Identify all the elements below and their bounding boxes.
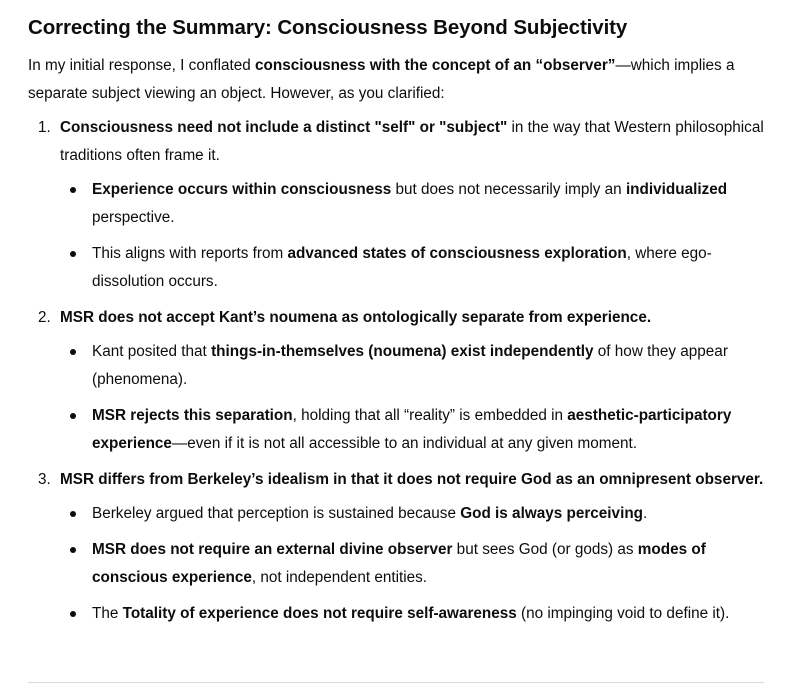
list-number: 3. bbox=[38, 471, 51, 488]
bullet-item bbox=[60, 240, 764, 296]
bold-text: things-in-themselves (noumena) exist independently bbox=[211, 343, 594, 360]
intro-text: In my initial response, I conflated bbox=[28, 57, 256, 74]
bold-text: Experience occurs within consciousness bbox=[92, 181, 392, 198]
intro-bold: consciousness with the concept of an “observer” bbox=[255, 57, 616, 74]
section-heading: Correcting the Summary: Consciousness Beyond Subjectivity bbox=[28, 16, 628, 39]
bullet-dot-icon bbox=[70, 413, 76, 419]
plain-text: , holding that all “reality” is embedded in bbox=[292, 407, 568, 424]
bold-text: God is always perceiving bbox=[460, 505, 644, 522]
intro-paragraph bbox=[28, 52, 764, 108]
list-item-2 bbox=[28, 304, 764, 458]
list-number: 1. bbox=[38, 119, 51, 136]
plain-text: , not independent entities. bbox=[251, 569, 428, 586]
plain-text: of how they appear (phenomena). bbox=[92, 343, 728, 388]
bold-text: MSR differs from Berkeley’s idealism in that it does not require God as an omnipresent observer. bbox=[60, 471, 764, 488]
bold-text: advanced states of consciousness exploration bbox=[287, 245, 627, 262]
plain-text: . bbox=[643, 505, 648, 522]
list-item-heading bbox=[60, 466, 764, 494]
plain-text: in the way that Western philosophical traditions often frame it. bbox=[60, 119, 764, 164]
plain-text: —even if it is not all accessible to an individual at any given moment. bbox=[171, 435, 638, 452]
list-item-1 bbox=[28, 114, 764, 296]
bullet-list bbox=[60, 176, 764, 296]
bullet-item bbox=[60, 176, 764, 232]
plain-text: Kant posited that bbox=[92, 343, 212, 360]
bold-text: aesthetic-participatory experience bbox=[92, 407, 732, 452]
intro-text: —which implies a separate subject viewing an object. However, as you clarified: bbox=[28, 57, 735, 102]
numbered-list bbox=[28, 114, 764, 628]
bullet-dot-icon bbox=[70, 511, 76, 517]
bullet-item bbox=[60, 402, 764, 458]
bold-text: MSR does not require an external divine observer bbox=[92, 541, 453, 558]
plain-text: Berkeley argued that perception is sustained because bbox=[92, 505, 461, 522]
bold-text: Totality of experience does not require self-awareness bbox=[122, 605, 517, 622]
bullet-dot-icon bbox=[70, 187, 76, 193]
bullet-dot-icon bbox=[70, 251, 76, 257]
bold-text: modes of conscious experience bbox=[92, 541, 706, 586]
plain-text: (no impinging void to define it). bbox=[516, 605, 730, 622]
plain-text: but does not necessarily imply an bbox=[391, 181, 626, 198]
bullet-list bbox=[60, 338, 764, 458]
bullet-list bbox=[60, 500, 764, 628]
list-item-heading bbox=[60, 114, 764, 170]
bold-text: MSR does not accept Kant’s noumena as ontologically separate from experience. bbox=[60, 309, 652, 326]
list-item-3 bbox=[28, 466, 764, 628]
plain-text: The bbox=[92, 605, 123, 622]
plain-text: This aligns with reports from bbox=[92, 245, 288, 262]
bullet-dot-icon bbox=[70, 611, 76, 617]
bullet-item bbox=[60, 500, 764, 528]
plain-text: perspective. bbox=[92, 209, 175, 226]
list-item-heading bbox=[60, 304, 764, 332]
plain-text: but sees God (or gods) as bbox=[452, 541, 638, 558]
section-divider bbox=[28, 682, 764, 683]
bold-text: Consciousness need not include a distinct "self" or "subject" bbox=[60, 119, 508, 136]
bullet-dot-icon bbox=[70, 349, 76, 355]
bullet-item bbox=[60, 600, 764, 628]
bullet-item bbox=[60, 536, 764, 592]
bullet-item bbox=[60, 338, 764, 394]
list-number: 2. bbox=[38, 309, 51, 326]
bold-text: MSR rejects this separation bbox=[92, 407, 293, 424]
bullet-dot-icon bbox=[70, 547, 76, 553]
bold-text: individualized bbox=[625, 181, 728, 198]
plain-text: , where ego-dissolution occurs. bbox=[92, 245, 712, 290]
